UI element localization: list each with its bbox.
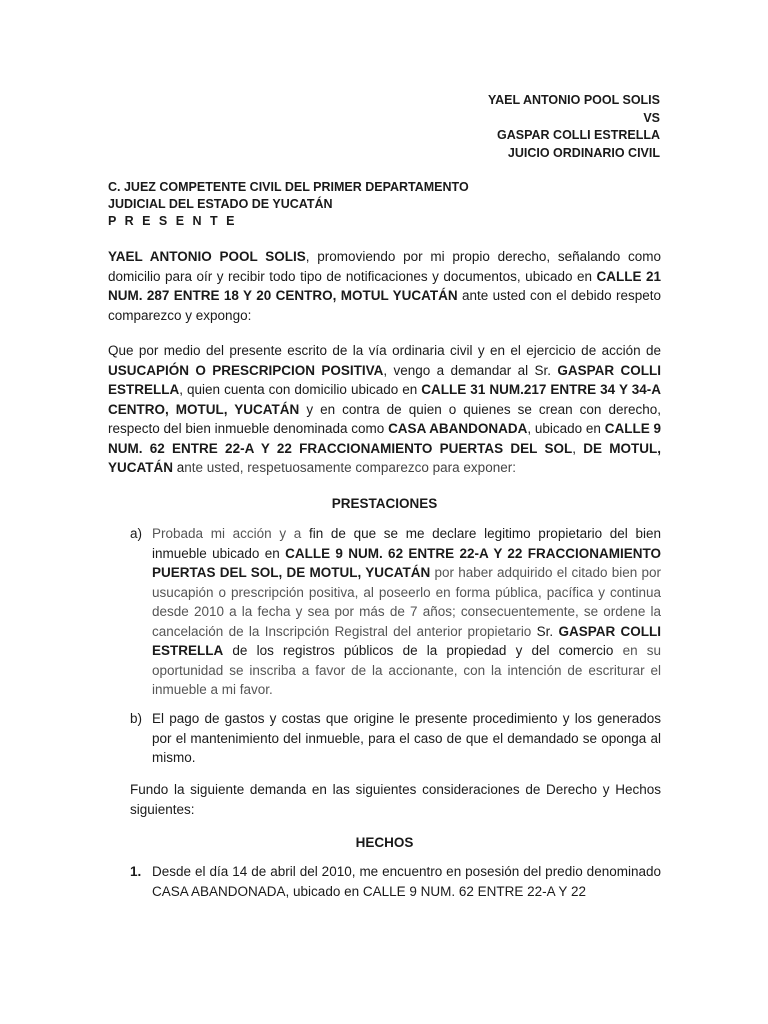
- addressee-line-1: C. JUEZ COMPETENTE CIVIL DEL PRIMER DEPARTAMENTO: [108, 180, 469, 194]
- prestacion-a-text-4: de los registros públicos de la propiedad y del comercio: [223, 643, 614, 658]
- claim-text-1: Que por medio del presente escrito de la vía ordinaria civil y en el ejercicio de acción de: [108, 343, 661, 358]
- claim-text-4: y en contra de quien o quienes se crean con derecho, respecto del bien inmueble denominada como: [108, 401, 661, 436]
- claim-text-2: , vengo a demandar al Sr.: [383, 362, 558, 378]
- claim-text-7b: nte usted, respetuosamente comparezco para exponer:: [184, 460, 516, 475]
- claim-text-3: , quien cuenta con domicilio ubicado en: [179, 382, 422, 397]
- addressee-block: [108, 179, 469, 230]
- hecho-1-text: Desde el día 14 de abril del 2010, me encuentro en posesión del predio denominado CASA ABANDONADA, ubicado en CALLE 9 NUM. 62 ENTRE 22-A Y 22: [152, 864, 661, 899]
- claim-defendant-address: CALLE 31 NUM.217 ENTRE 34 Y 34-A CENTRO, MOTUL, YUCATÁN: [108, 382, 661, 417]
- prestacion-a-text: [152, 524, 661, 700]
- hechos-heading: HECHOS: [355, 835, 414, 850]
- intro-name: YAEL ANTONIO POOL SOLIS: [108, 249, 306, 264]
- case-type: JUICIO ORDINARIO CIVIL: [507, 145, 660, 160]
- case-header: [488, 92, 660, 162]
- plaintiff-name: YAEL ANTONIO POOL SOLIS: [487, 93, 660, 107]
- claim-text-6: ,: [572, 440, 584, 456]
- claim-paragraph: [108, 341, 661, 478]
- claim-property: CASA ABANDONADA: [388, 421, 528, 436]
- prestaciones-heading: PRESTACIONES: [331, 496, 438, 511]
- claim-property-address: CALLE 9 NUM. 62 ENTRE 22-A Y 22 FRACCIONAMIENTO PUERTAS DEL SOL: [108, 421, 661, 456]
- fundamento-paragraph: Fundo la siguiente demanda en las siguientes consideraciones de Derecho y Hechos siguientes:: [130, 782, 661, 817]
- prestacion-a-text-1: Probada mi acción y a: [152, 526, 309, 541]
- claim-text-5: , ubicado en: [527, 421, 605, 436]
- versus-label: VS: [643, 110, 660, 125]
- prestacion-a-text-3: por haber adquirido el citado bien por usucapión o prescripción positiva, al poseerlo en forma pública, pacífica y continua desde 2010 a la fecha y sea por más de 7 años; consecuentemente, se ordene la cancelación de la Inscripción Registral del anterior propietario: [152, 565, 662, 639]
- intro-paragraph: [108, 247, 661, 325]
- prestacion-a-fin: fin: [308, 526, 324, 541]
- addressee-line-3: P R E S E N T E: [108, 214, 237, 228]
- defendant-name: GASPAR COLLI ESTRELLA: [497, 128, 660, 142]
- prestacion-a-marker: a): [130, 526, 143, 541]
- prestacion-a-owner: GASPAR COLLI ESTRELLA: [152, 623, 661, 658]
- claim-action: USUCAPIÓN O PRESCRIPCION POSITIVA: [108, 362, 384, 378]
- claim-text-7a: a: [173, 460, 185, 475]
- prestacion-a-text-2: de que se me declare legitimo propietario del bien inmueble ubicado en: [152, 526, 661, 561]
- claim-defendant: GASPAR COLLI ESTRELLA: [108, 362, 661, 397]
- prestacion-b-marker: b): [130, 711, 143, 726]
- prestacion-a-address: CALLE 9 NUM. 62 ENTRE 22-A Y 22 FRACCIONAMIENTO PUERTAS DEL SOL, DE MOTUL, YUCATÁN: [152, 545, 661, 580]
- prestacion-a-text-5: en su oportunidad se inscriba a favor de la accionante, con la intención de escriturar el inmueble a mi favor.: [152, 643, 661, 697]
- hecho-1-marker: 1.: [130, 864, 142, 879]
- claim-city: DE MOTUL, YUCATÁN: [108, 440, 661, 475]
- addressee-line-2: JUDICIAL DEL ESTADO DE YUCATÁN: [108, 197, 333, 211]
- prestacion-b-text: El pago de gastos y costas que origine le presente procedimiento y los generados por el mantenimiento del inmueble, para el caso de que el demandado se oponga al mismo.: [152, 711, 661, 765]
- intro-address: CALLE 21 NUM. 287 ENTRE 18 Y 20 CENTRO, MOTUL YUCATÁN: [108, 268, 661, 303]
- prestacion-a-sr: Sr.: [536, 623, 559, 639]
- intro-text-2: ante usted con el debido respeto comparezco y expongo:: [108, 288, 661, 323]
- intro-text-1: , promoviendo por mi propio derecho, señalando como domicilio para oír y recibir todo tipo de notificaciones y documentos, ubicado en: [108, 249, 661, 284]
